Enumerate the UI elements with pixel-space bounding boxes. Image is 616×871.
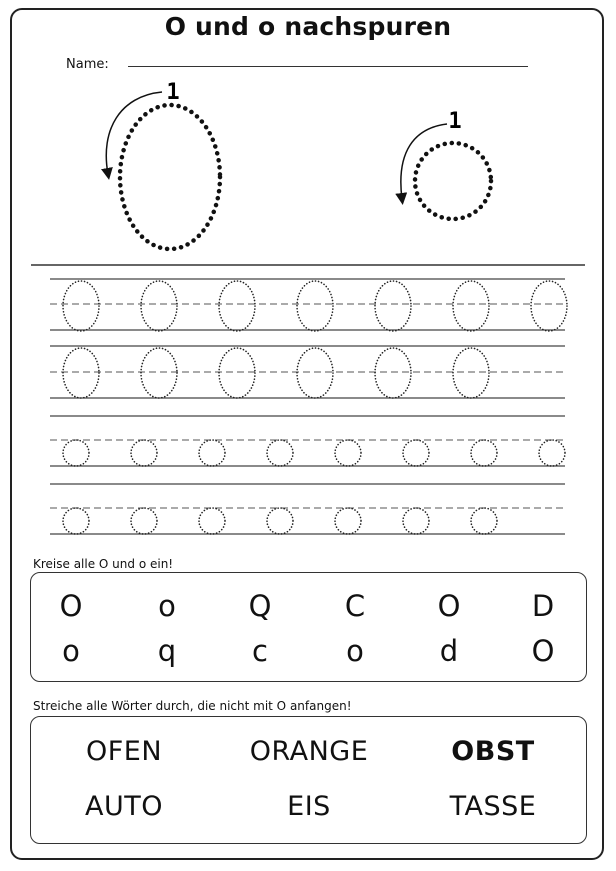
letter-r2-2[interactable]: q: [157, 634, 177, 668]
word-r1-1[interactable]: OFEN: [85, 736, 163, 767]
letter-r2-3[interactable]: c: [252, 634, 268, 668]
letter-r1-2[interactable]: o: [158, 589, 176, 623]
trace-O-r1-7[interactable]: [531, 281, 567, 331]
big-stroke-number: 1: [166, 80, 180, 105]
tracing-lines: [50, 279, 565, 534]
trace-o-r4-5[interactable]: [335, 508, 361, 534]
trace-o-r4-4[interactable]: [267, 508, 293, 534]
trace-o-r3-2[interactable]: [131, 440, 157, 466]
letter-r2-1[interactable]: o: [62, 634, 80, 668]
word-r2-2[interactable]: EIS: [287, 791, 331, 822]
name-label: Name:: [66, 57, 109, 72]
word-r2-3[interactable]: TASSE: [449, 791, 537, 822]
trace-o-r3-5[interactable]: [335, 440, 361, 466]
trace-o-r3-6[interactable]: [403, 440, 429, 466]
page-title: O und o nachspuren: [164, 12, 452, 41]
circle-instruction: Kreise alle O und o ein!: [33, 557, 174, 571]
word-r2-1[interactable]: AUTO: [85, 791, 163, 822]
letter-r2-5[interactable]: d: [439, 634, 459, 668]
strike-instruction: Streiche alle Wörter durch, die nicht mit O anfangen!: [33, 699, 352, 713]
letter-r1-5[interactable]: O: [437, 589, 461, 623]
trace-o-r3-8[interactable]: [539, 440, 565, 466]
trace-o-r3-3[interactable]: [199, 440, 225, 466]
trace-O-r2-5[interactable]: [375, 348, 411, 398]
trace-o-r4-7[interactable]: [471, 508, 497, 534]
trace-o-r3-1[interactable]: [63, 440, 89, 466]
tracing-letters: [63, 281, 567, 534]
letter-r1-3[interactable]: Q: [248, 589, 272, 623]
word-r1-3[interactable]: OBST: [451, 736, 535, 767]
trace-O-r2-2[interactable]: [141, 348, 177, 398]
trace-O-r1-2[interactable]: [141, 281, 177, 331]
word-r1-2[interactable]: ORANGE: [249, 736, 369, 767]
letter-r1-4[interactable]: C: [344, 589, 366, 623]
trace-o-r3-4[interactable]: [267, 440, 293, 466]
trace-O-r2-6[interactable]: [453, 348, 489, 398]
trace-o-r4-6[interactable]: [403, 508, 429, 534]
letter-r1-6[interactable]: D: [531, 589, 555, 623]
trace-O-r2-3[interactable]: [219, 348, 255, 398]
letter-box: [30, 572, 587, 682]
letter-r1-1[interactable]: O: [59, 589, 83, 623]
small-stroke-number: 1: [448, 109, 462, 134]
large-o-demo: [106, 80, 220, 249]
trace-O-r2-4[interactable]: [297, 348, 333, 398]
trace-O-r2-1[interactable]: [63, 348, 99, 398]
trace-O-r1-1[interactable]: [63, 281, 99, 331]
trace-O-r1-6[interactable]: [453, 281, 489, 331]
trace-O-r1-4[interactable]: [297, 281, 333, 331]
trace-O-r1-3[interactable]: [219, 281, 255, 331]
trace-o-r4-3[interactable]: [199, 508, 225, 534]
trace-o-r4-2[interactable]: [131, 508, 157, 534]
word-box: [30, 716, 587, 844]
trace-o-r4-1[interactable]: [63, 508, 89, 534]
trace-o-r3-7[interactable]: [471, 440, 497, 466]
small-o-demo: [401, 109, 491, 219]
trace-O-r1-5[interactable]: [375, 281, 411, 331]
letter-r2-4[interactable]: o: [346, 634, 364, 668]
letter-r2-6[interactable]: O: [531, 634, 555, 668]
